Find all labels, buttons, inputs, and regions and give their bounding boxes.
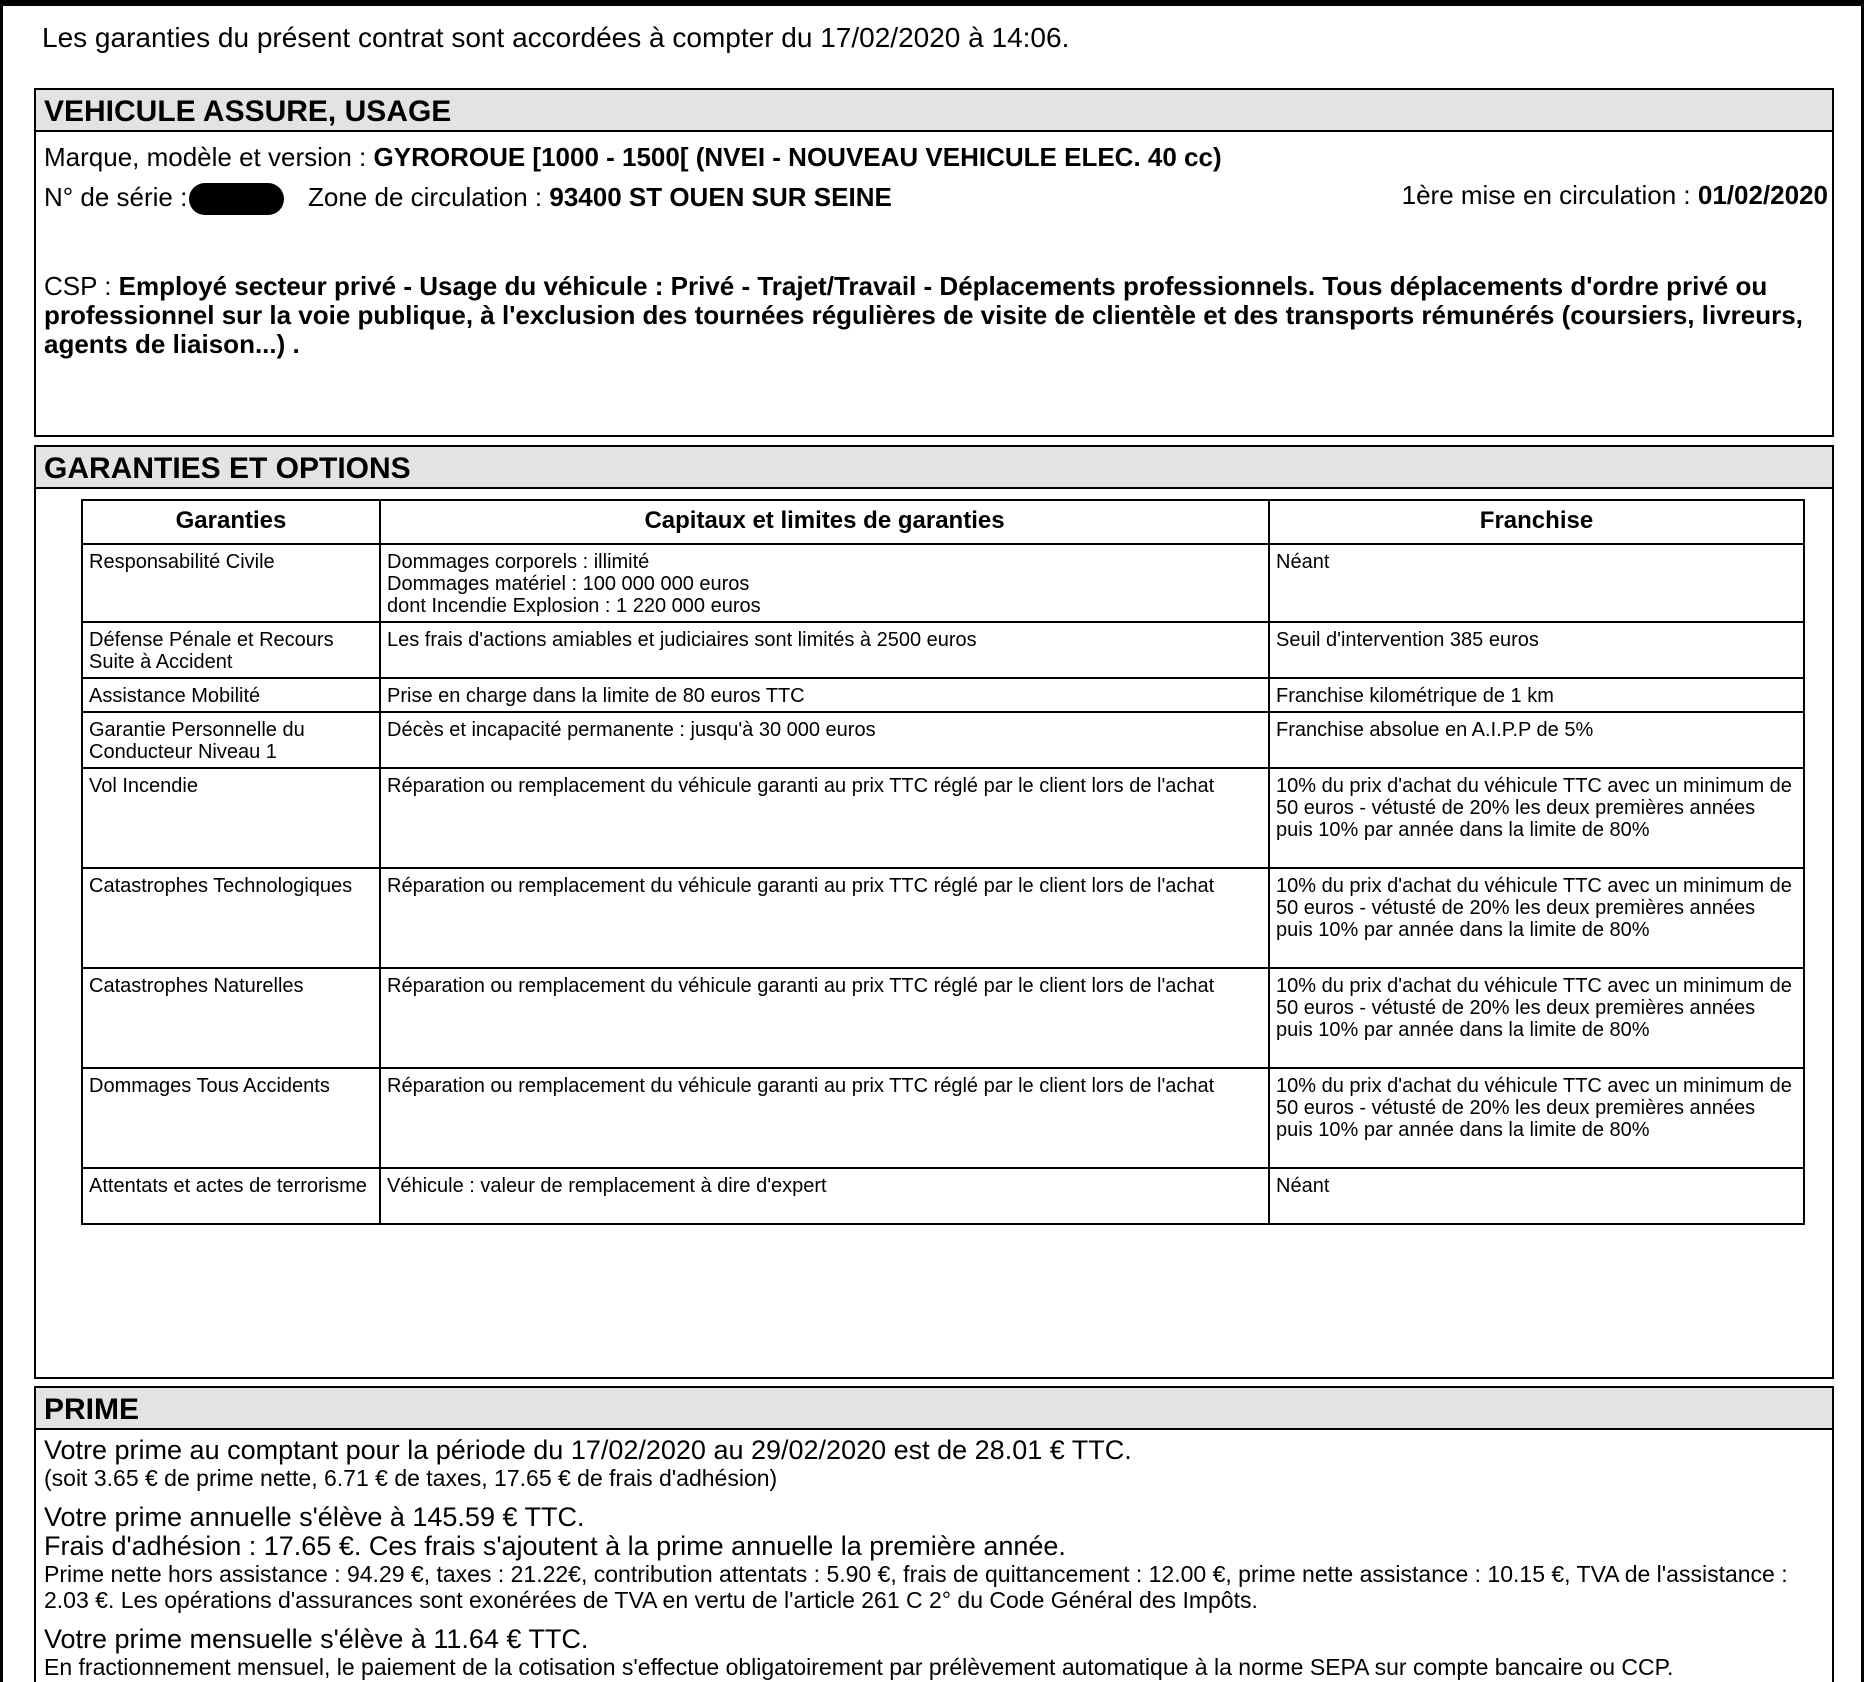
zone-value: 93400 ST OUEN SUR SEINE — [549, 182, 892, 212]
cell-garantie: Catastrophes Technologiques — [82, 868, 380, 968]
cell-franchise: Franchise absolue en A.I.P.P de 5% — [1269, 712, 1804, 768]
cell-capitaux: Prise en charge dans la limite de 80 euros TTC — [380, 678, 1269, 712]
csp-label: CSP : — [44, 271, 119, 301]
garanties-table — [81, 499, 1805, 1225]
table-row — [82, 678, 1804, 712]
cell-franchise: 10% du prix d'achat du véhicule TTC avec un minimum de 50 euros - vétusté de 20% les deux premières années puis 10% par année dans la limite de 80% — [1269, 968, 1804, 1068]
cell-garantie: Garantie Personnelle du Conducteur Niveau 1 — [82, 712, 380, 768]
table-row — [82, 1068, 1804, 1168]
mise-line — [1402, 180, 1828, 211]
table-header-row — [82, 500, 1804, 544]
zone-line — [308, 182, 892, 213]
cell-franchise: Néant — [1269, 1168, 1804, 1224]
cell-franchise: 10% du prix d'achat du véhicule TTC avec un minimum de 50 euros - vétusté de 20% les deux premières années puis 10% par année dans la limite de 80% — [1269, 768, 1804, 868]
cell-garantie: Vol Incendie — [82, 768, 380, 868]
table-row — [82, 622, 1804, 678]
marque-line — [44, 142, 1222, 173]
cell-capitaux: Véhicule : valeur de remplacement à dire d'expert — [380, 1168, 1269, 1224]
prime-body — [44, 1436, 1824, 1680]
cell-garantie: Défense Pénale et Recours Suite à Accident — [82, 622, 380, 678]
mise-label: 1ère mise en circulation : — [1401, 180, 1698, 210]
cell-garantie: Attentats et actes de terrorisme — [82, 1168, 380, 1224]
cell-garantie: Assistance Mobilité — [82, 678, 380, 712]
cell-capitaux: Décès et incapacité permanente : jusqu'à 30 000 euros — [380, 712, 1269, 768]
zone-label: Zone de circulation : — [308, 182, 550, 212]
cell-capitaux: Réparation ou remplacement du véhicule garanti au prix TTC réglé par le client lors de l'achat — [380, 968, 1269, 1068]
cell-capitaux: Dommages corporels : illimité Dommages matériel : 100 000 000 euros dont Incendie Explosion : 1 220 000 euros — [380, 544, 1269, 622]
intro-text: Les garanties du présent contrat sont accordées à compter du 17/02/2020 à 14:06. — [42, 22, 1070, 53]
header-franchise: Franchise — [1269, 500, 1804, 544]
serie-redaction — [189, 183, 284, 215]
marque-value: GYROROUE [1000 - 1500[ (NVEI - NOUVEAU VEHICULE ELEC. 40 cc) — [373, 142, 1222, 172]
section-prime — [34, 1386, 1834, 1682]
table-row — [82, 768, 1804, 868]
section-title-garanties: GARANTIES ET OPTIONS — [36, 447, 1832, 489]
csp-value: Employé secteur privé - Usage du véhicule : Privé - Trajet/Travail - Déplacements professionnels. Tous déplacements d'ordre privé ou professionnel sur la voie publique, à l'exclusion des tournées régulières de visite de clientèle et des transports rémunérés (coursiers, livreurs, agents de liaison...) . — [44, 271, 1803, 359]
frais-adhesion: Frais d'adhésion : 17.65 €. Ces frais s'ajoutent à la prime annuelle la première année. — [44, 1531, 1066, 1561]
cell-capitaux: Réparation ou remplacement du véhicule garanti au prix TTC réglé par le client lors de l'achat — [380, 868, 1269, 968]
serie-line — [44, 182, 284, 215]
cell-franchise: 10% du prix d'achat du véhicule TTC avec un minimum de 50 euros - vétusté de 20% les deux premières années puis 10% par année dans la limite de 80% — [1269, 868, 1804, 968]
cell-capitaux: Les frais d'actions amiables et judiciaires sont limités à 2500 euros — [380, 622, 1269, 678]
prime-comptant-detail: (soit 3.65 € de prime nette, 6.71 € de taxes, 17.65 € de frais d'adhésion) — [44, 1465, 778, 1491]
cell-franchise: Franchise kilométrique de 1 km — [1269, 678, 1804, 712]
section-title-prime: PRIME — [36, 1388, 1832, 1430]
cell-garantie: Catastrophes Naturelles — [82, 968, 380, 1068]
cell-franchise: Néant — [1269, 544, 1804, 622]
marque-label: Marque, modèle et version : — [44, 142, 374, 172]
fractionnement-note: En fractionnement mensuel, le paiement de la cotisation s'effectue obligatoirement par prélèvement automatique à la norme SEPA sur compte bancaire ou CCP. — [44, 1654, 1674, 1680]
prime-annuelle: Votre prime annuelle s'élève à 145.59 € TTC. — [44, 1502, 585, 1532]
table-row — [82, 544, 1804, 622]
cell-franchise: Seuil d'intervention 385 euros — [1269, 622, 1804, 678]
csp-block — [44, 272, 1824, 359]
table-row — [82, 712, 1804, 768]
prime-detail: Prime nette hors assistance : 94.29 €, taxes : 21.22€, contribution attentats : 5.90 €, frais de quittancement : 12.00 €, prime nette assistance : 10.15 €, TVA de l'assistance : 2.03 €. Les opérations d'assurances sont exonérées de TVA en vertu de l'article 261 C 2° du Code Général des Impôts. — [44, 1561, 1788, 1613]
cell-franchise: 10% du prix d'achat du véhicule TTC avec un minimum de 50 euros - vétusté de 20% les deux premières années puis 10% par année dans la limite de 80% — [1269, 1068, 1804, 1168]
header-garanties: Garanties — [82, 500, 380, 544]
table-row — [82, 968, 1804, 1068]
section-vehicule — [34, 88, 1834, 437]
header-capitaux: Capitaux et limites de garanties — [380, 500, 1269, 544]
cell-capitaux: Réparation ou remplacement du véhicule garanti au prix TTC réglé par le client lors de l'achat — [380, 768, 1269, 868]
prime-comptant: Votre prime au comptant pour la période du 17/02/2020 au 29/02/2020 est de 28.01 € TTC. — [44, 1435, 1132, 1465]
section-title-vehicule: VEHICULE ASSURE, USAGE — [36, 90, 1832, 132]
cell-garantie: Responsabilité Civile — [82, 544, 380, 622]
section-garanties — [34, 445, 1834, 1379]
prime-mensuelle: Votre prime mensuelle s'élève à 11.64 € TTC. — [44, 1624, 589, 1654]
mise-value: 01/02/2020 — [1697, 180, 1828, 210]
cell-capitaux: Réparation ou remplacement du véhicule garanti au prix TTC réglé par le client lors de l'achat — [380, 1068, 1269, 1168]
table-row — [82, 1168, 1804, 1224]
table-row — [82, 868, 1804, 968]
cell-garantie: Dommages Tous Accidents — [82, 1068, 380, 1168]
serie-label: N° de série : — [44, 182, 188, 212]
